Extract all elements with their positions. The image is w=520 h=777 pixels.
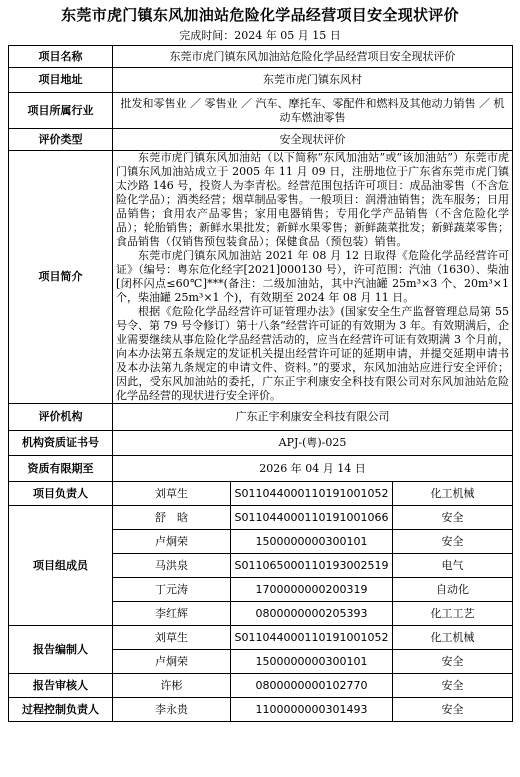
person-name: 李红辉 bbox=[113, 602, 231, 626]
person-cert: 0800000000102770 bbox=[231, 674, 393, 698]
person-name: 卢炯荣 bbox=[113, 530, 231, 554]
project-address-value: 东莞市虎门镇东风村 bbox=[113, 68, 513, 93]
row-project-name bbox=[9, 46, 513, 68]
person-field: 化工机械 bbox=[393, 626, 513, 650]
person-field: 自动化 bbox=[393, 578, 513, 602]
person-cert: 1500000000300101 bbox=[231, 650, 393, 674]
person-field: 安全 bbox=[393, 698, 513, 722]
row-project-leader bbox=[9, 482, 513, 506]
person-name: 许彬 bbox=[113, 674, 231, 698]
row-industry bbox=[9, 93, 513, 129]
process-controller-label: 过程控制负责人 bbox=[9, 698, 113, 722]
person-cert: S011044000110191001066 bbox=[231, 506, 393, 530]
person-cert: S011044000110191001052 bbox=[231, 626, 393, 650]
summary-paragraph: 东莞市虎门镇东风加油站 2021 年 08 月 12 日取得《危险化学品经营许可证》（编号：粤东危化经字[2021]000130 号），许可范围：汽油（1630）、柴油[闭杯闪点≤60℃]***(备注：二级加油站，其中汽油罐 25m³×3 个、20m³×1 个，柴油罐 25m³×1 个)，有效期至 2024 年 08 月 11 日。 bbox=[116, 249, 510, 304]
person-field: 安全 bbox=[393, 674, 513, 698]
reviewer-label: 报告审核人 bbox=[9, 674, 113, 698]
industry-value: 批发和零售业 ／ 零售业 ／ 汽车、摩托车、零配件和燃料及其他动力销售 ／ 机动车燃油零售 bbox=[113, 93, 513, 129]
row-process-controller bbox=[9, 698, 513, 722]
members-label: 项目组成员 bbox=[9, 506, 113, 626]
eval-type-label: 评价类型 bbox=[9, 129, 113, 151]
person-name: 卢炯荣 bbox=[113, 650, 231, 674]
person-field: 安全 bbox=[393, 650, 513, 674]
completion-date: 完成时间：2024 年 05 月 15 日 bbox=[179, 29, 341, 42]
row-validity bbox=[9, 456, 513, 482]
person-cert: S011065000110193002519 bbox=[231, 554, 393, 578]
document-title: 东莞市虎门镇东风加油站危险化学品经营项目安全现状评价 bbox=[61, 6, 459, 24]
validity-label: 资质有限期至 bbox=[9, 456, 113, 482]
project-address-label: 项目地址 bbox=[9, 68, 113, 93]
report-writers-label: 报告编制人 bbox=[9, 626, 113, 674]
project-name-value: 东莞市虎门镇东风加油站危险化学品经营项目安全现状评价 bbox=[113, 46, 513, 68]
person-cert: 1100000000301493 bbox=[231, 698, 393, 722]
row-member bbox=[9, 506, 513, 530]
person-cert: 0800000000205393 bbox=[231, 602, 393, 626]
eval-org-value: 广东正宇利康安全科技有限公司 bbox=[113, 404, 513, 431]
person-field: 安全 bbox=[393, 506, 513, 530]
person-name: 刘草生 bbox=[113, 626, 231, 650]
person-name: 马洪泉 bbox=[113, 554, 231, 578]
row-eval-type bbox=[9, 129, 513, 151]
industry-label: 项目所属行业 bbox=[9, 93, 113, 129]
cert-no-label: 机构资质证书号 bbox=[9, 431, 113, 456]
person-cert: 1700000000200319 bbox=[231, 578, 393, 602]
person-cert: S011044000110191001052 bbox=[231, 482, 393, 506]
row-summary bbox=[9, 151, 513, 404]
person-name: 李永贵 bbox=[113, 698, 231, 722]
row-eval-org bbox=[9, 404, 513, 431]
person-field: 电气 bbox=[393, 554, 513, 578]
person-field: 化工机械 bbox=[393, 482, 513, 506]
summary-text bbox=[113, 151, 513, 404]
summary-paragraph: 东莞市虎门镇东风加油站（以下简称“东风加油站”或“该加油站”）东莞市虎门镇东风加油站成立于 2005 年 11 月 09 日，注册地位于广东省东莞市虎门镇太沙路 146 号，投资人为李青松。经营范围包括许可项目：成品油零售（不含危险化学品）；酒类经营；烟草制品零售。一般项目：润滑油销售；洗车服务；日用品销售；食用农产品零售；家用电器销售；专用化学产品销售（不含危险化学品）；轮胎销售；新鲜水果批发；新鲜水果零售；新鲜蔬菜批发；新鲜蔬菜零售；食品销售（仅销售预包装食品）；保健食品（预包装）销售。 bbox=[116, 151, 510, 248]
eval-org-label: 评价机构 bbox=[9, 404, 113, 431]
summary-label: 项目简介 bbox=[9, 151, 113, 404]
person-name: 刘草生 bbox=[113, 482, 231, 506]
summary-paragraph: 根据《危险化学品经营许可证管理办法》(国家安全生产监督管理总局第 55 号令、第 79 号令修订）第十八条“经营许可证的有效期为 3 年。有效期满后，企业需要继续从事危险化学品经营活动的，应当在经营许可证有效期满 3 个月前，向本办法第五条规定的发证机关提出经营许可证的延期申请，并提交延期申请书及本办法第九条规定的申请文件、资料。”的要求，东风加油站应进行安全评价；因此，受东风加油站的委托，广东正宇利康安全科技有限公司对东风加油站危险化学品经营的现状进行安全评价。 bbox=[116, 305, 510, 402]
cert-no-value: APJ-(粤)-025 bbox=[113, 431, 513, 456]
person-field: 化工工艺 bbox=[393, 602, 513, 626]
person-cert: 1500000000300101 bbox=[231, 530, 393, 554]
row-reviewer bbox=[9, 674, 513, 698]
person-name: 舒 晗 bbox=[113, 506, 231, 530]
report-info-table bbox=[8, 45, 513, 722]
person-field: 安全 bbox=[393, 530, 513, 554]
row-cert-no bbox=[9, 431, 513, 456]
row-project-address bbox=[9, 68, 513, 93]
eval-type-value: 安全现状评价 bbox=[113, 129, 513, 151]
validity-value: 2026 年 04 月 14 日 bbox=[113, 456, 513, 482]
project-name-label: 项目名称 bbox=[9, 46, 113, 68]
project-leader-label: 项目负责人 bbox=[9, 482, 113, 506]
person-name: 丁元涛 bbox=[113, 578, 231, 602]
row-report-writer bbox=[9, 626, 513, 650]
